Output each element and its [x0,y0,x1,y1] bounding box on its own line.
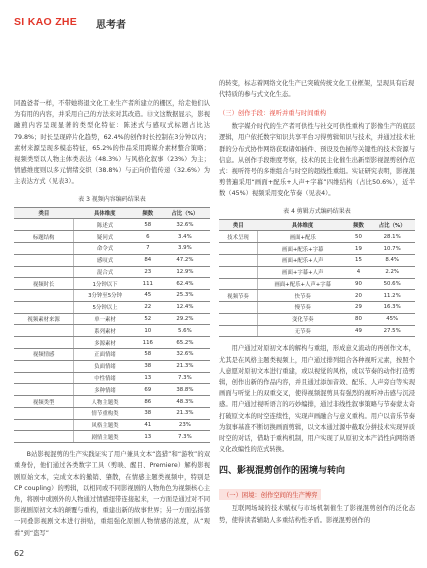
table3-cell: 7.3% [160,372,210,384]
table4-cell [219,302,257,314]
table4-row [219,243,415,255]
subsection-heading: （一）困境：创作空间的生产博弈 [219,489,321,500]
table3-cell: 12.4% [160,301,210,313]
table3-row [14,431,210,443]
table3-row [14,219,210,231]
table3-cell [14,407,74,419]
table4-header: 具体维度 [257,219,347,231]
table3-header: 占比（%） [160,207,210,219]
section-heading: 四、影视混剪创作的困境与转向 [219,466,346,477]
table3-row [14,266,210,278]
table3-cell [14,419,74,431]
table4-row [219,313,415,325]
table4-cell: 画面+配乐+字幕 [257,243,347,255]
table3-row [14,231,210,243]
table3-cell: 系列素材 [74,325,136,337]
table4-row [219,266,415,278]
table3-cell: 23 [136,266,160,278]
table3-cell: 62.4% [160,278,210,290]
table4-cell: 90 [348,278,370,290]
left-paragraph-1: 同盈爸者一样，不带她将退文化工业生产者所建立的栅区，给走他们认为有用的内容，并采用自己的方法来对其改造。⑬文这数据显示，影视融煎内容呈现显著的类型化特征：陈述式与感叹式标题占比达79.8%；时长呈现碎片化趋势，62.4%的创作时长控制在3分钟以内；素材来源呈现多模态特征，65.2%的作品采用跨媒介素材整合策略；视频类型以人物主体类表达（48.3%）与风格化叙事（23%）为主；情感维度则以多元情绪交织（38.8%）与正向价值传递（32.6%）为主表达方式（见表3）。 [14,100,210,186]
table4-cell: 画面+字幕+人声 [257,266,347,278]
table3-cell [14,337,74,349]
table3-cell: 29.2% [160,313,210,325]
table3-row [14,407,210,419]
right-paragraph-3: 互联网场域的技术赋权与市场机制催生了影视混剪创作的泛化态势，使得读者辅助人多重结构性矛盾。影视混剪创作的 [219,505,415,524]
table3-cell: 13 [136,431,160,443]
table3-cell: 52 [136,313,160,325]
table3-cell: 5分钟以上 [74,301,136,313]
table3-cell: 13 [136,372,160,384]
table4-cell: 50 [348,231,370,243]
table3-cell [14,290,74,302]
table3-cell: 单一素材 [74,313,136,325]
table4-cell: 视频节奏 [219,290,257,302]
table4-cell: 画面+配乐+人声+字幕 [257,278,347,290]
table4-cell: 16.3% [369,302,415,314]
table3-cell: 10 [136,325,160,337]
table3-cell: 116 [136,337,160,349]
table4-cell: 10.7% [369,243,415,255]
table3-cell: 5.6% [160,325,210,337]
table3-cell: 65.2% [160,337,210,349]
table3-row [14,372,210,384]
table3-cell: 12.9% [160,266,210,278]
table3-row [14,360,210,372]
table3-cell: 58 [136,349,160,361]
table3-cell: 感叹式 [74,254,136,266]
table4-cell [219,254,257,266]
table4-cell: 49 [348,325,370,337]
section-subheading: （三）创作手段：视听并重与时间重构 [219,110,327,117]
table4-cell: 29 [348,302,370,314]
table3-row [14,419,210,431]
right-paragraph-1: 数字媒介时代的生产者可供性与社交可供性重构了影像生产的底层逻辑，用户依托数字知识共享平台习得剪辑知识与技术，并通过技术社群的分布式协作网络获取诸如插件、预设及色插等关键性的技术资源与信息。从创作手段维度考察，技术的民主化催生出新型影视混剪创作范式：视听符号的多维组合与时空的超线性重组。实证研究表明，影视混剪普遍采用“画面+配乐+人声+字幕”四维结构（占比50.6%），近半数（45%）视频采用变化节奏（见表4）。 [219,123,415,198]
table4-cell: 慢节奏 [257,302,347,314]
table4-cell: 27.5% [369,325,415,337]
table4-cell: 2.2% [369,266,415,278]
table4-cell: 20 [348,290,370,302]
table3-cell: 47.2% [160,254,210,266]
table4-cell: 28.1% [369,231,415,243]
table4-header: 频数 [348,219,370,231]
table3-cell: 38.8% [160,384,210,396]
table3-cell [14,384,74,396]
table4-cell: 50.6% [369,278,415,290]
table3-title: 表 3 视频内容编码结果表 [78,195,146,203]
table3-row [14,301,210,313]
table3-cell: 7.3% [160,431,210,443]
table3-cell: 48.3% [160,396,210,408]
brand-english: SI KAO ZHE [14,16,78,28]
table3-cell: 视频时长 [14,278,74,290]
table3-cell [14,360,74,372]
right-column [219,106,415,526]
table4-row [219,325,415,337]
left-paragraph-2: B站影视混剪的生产实践证实了用户兼具文本“盗猎”和“游牧”的双重身份，他们通过各类数字工具（剪映、醒目、Premiere）解构影视剧原始文本，完成文本的撤销、肇散，在情感主题类视频中，特别是CP coupling）的剪辑，以相同或不同影视剧的人物角色为视频核心主角，将剧中或剧外的人物通过情感纽带连接起来，一方面是通过对不同影视剧原初文本的颠覆与重构，重建出新的故事世界；另一方面弘扬第一同叠影视剧文本进行拼贴，重组强化原剧人物情感的浓度，从“观看”到“盗写” [14,451,210,537]
table3-cell: 情节重构类 [74,407,136,419]
table3-row [14,325,210,337]
table3-cell: 人物主题类 [74,396,136,408]
right-column-top-text: 的转变，标志着网络文化生产已突破传统文化工业框架，呈现具有后现代特质的参与式文化生态。 [219,80,415,99]
table3-header: 具体维度 [74,207,136,219]
table3-cell: 1分钟以下 [74,278,136,290]
table3-cell: 45 [136,290,160,302]
table3 [14,207,210,444]
table3-cell: 86 [136,396,160,408]
table3-row [14,242,210,254]
table3-cell [14,325,74,337]
table4-title: 表 4 剪辑方式编码结果表 [283,207,351,215]
table4-cell [219,243,257,255]
table4-header: 占比（%） [369,219,415,231]
right-paragraph-2: 用户通过对原初文本的解构与重组，形成意义流动的再创作文本，尤其是在风格主题类视频上，用户通过排列组合各种视听元素，按照个人意愿对原初文本进行重建，或以视觉的风格，或以节奏的动作打造剪辑，创作出新的作品内容，并且通过添加音效、配乐、人声旁白等实现画面与听觉上的双重交叉，使得视频混剪具有强烈的视听冲击感与沉浸感。用户通过视听语言的巧妙编排，通过非线性叙事策略与节奏蒙太奇打破原文本的时空连续性，实现声画融合与意义重构。用户以音乐节奏为叙事基准不断切换画面剪辑，以文本通过源中截取分拼技术实现异质时空的对话，借助于重构机制，用户实现了从原初文本产消性向网络语义化改编性的范式转换。 [219,345,415,454]
table3-cell: 22 [136,301,160,313]
table3-header: 类目 [14,207,74,219]
table3-cell: 标题结构 [14,231,74,243]
table4-header: 类目 [219,219,257,231]
table3-cell: 38 [136,407,160,419]
table3-row [14,278,210,290]
table3-cell: 命令式 [74,242,136,254]
table3-row [14,337,210,349]
table3-row [14,349,210,361]
table4-cell: 变化节奏 [257,313,347,325]
table4-row [219,302,415,314]
table3-cell: 混合式 [74,266,136,278]
table3-cell: 25.3% [160,290,210,302]
table3-cell: 21.3% [160,360,210,372]
table3-cell: 111 [136,278,160,290]
table3-cell: 7 [136,242,160,254]
table3-header: 频数 [136,207,160,219]
table3-row [14,396,210,408]
table4-cell: 画面+配乐 [257,231,347,243]
table3-cell: 陈述式 [74,219,136,231]
table3-cell: 中性情绪 [74,372,136,384]
page-number: 62 [14,549,25,558]
table3-cell: 3分钟至5分钟 [74,290,136,302]
masthead [14,16,420,30]
left-column [14,98,210,539]
table4-cell [219,278,257,290]
table4-cell [219,266,257,278]
table4-cell: 快节奏 [257,290,347,302]
table3-cell: 正面情绪 [74,349,136,361]
table3-cell [14,301,74,313]
table3-cell: 视频素材来源 [14,313,74,325]
table3-row [14,290,210,302]
table4-cell: 19 [348,243,370,255]
table3-cell: 多源素材 [74,337,136,349]
table4-cell [219,325,257,337]
table4-cell: 80 [348,313,370,325]
table3-cell [14,372,74,384]
table3-cell: 32.6% [160,349,210,361]
table4-cell: 15 [348,254,370,266]
table3-row [14,384,210,396]
table3-cell: 3.4% [160,231,210,243]
table3-cell: 21.3% [160,407,210,419]
table3-cell: 视频情感 [14,349,74,361]
table3-cell [14,242,74,254]
table3-cell: 69 [136,384,160,396]
table3-cell: 32.6% [160,219,210,231]
table3-cell [14,219,74,231]
table3-row [14,313,210,325]
table4-cell: 画面+配乐+人声 [257,254,347,266]
table3-cell: 风格主题类 [74,419,136,431]
table3-cell: 41 [136,419,160,431]
table3-cell: 疑问式 [74,231,136,243]
table4-cell: 无节奏 [257,325,347,337]
table3-cell: 3.9% [160,242,210,254]
table3-cell: 负面情绪 [74,360,136,372]
table4-cell: 技术呈现 [219,231,257,243]
table4-cell [219,313,257,325]
table3-cell: 38 [136,360,160,372]
table3-cell: 23% [160,419,210,431]
table3-cell: 58 [136,219,160,231]
table3-cell [14,254,74,266]
table4-cell: 4 [348,266,370,278]
table3-cell: 视频类型 [14,396,74,408]
table3-cell [14,266,74,278]
table3-cell: 剧情主题类 [74,431,136,443]
table4-row [219,278,415,290]
table4 [219,219,415,338]
table4-row [219,231,415,243]
table4-cell: 8.4% [369,254,415,266]
table3-cell: 6 [136,231,160,243]
table4-cell: 11.2% [369,290,415,302]
table4-row [219,254,415,266]
table4-cell: 45% [369,313,415,325]
brand-chinese: 思考者 [96,20,126,31]
table3-row [14,254,210,266]
table3-cell: 多种情绪 [74,384,136,396]
table3-cell: 84 [136,254,160,266]
table4-row [219,290,415,302]
table3-cell [14,431,74,443]
